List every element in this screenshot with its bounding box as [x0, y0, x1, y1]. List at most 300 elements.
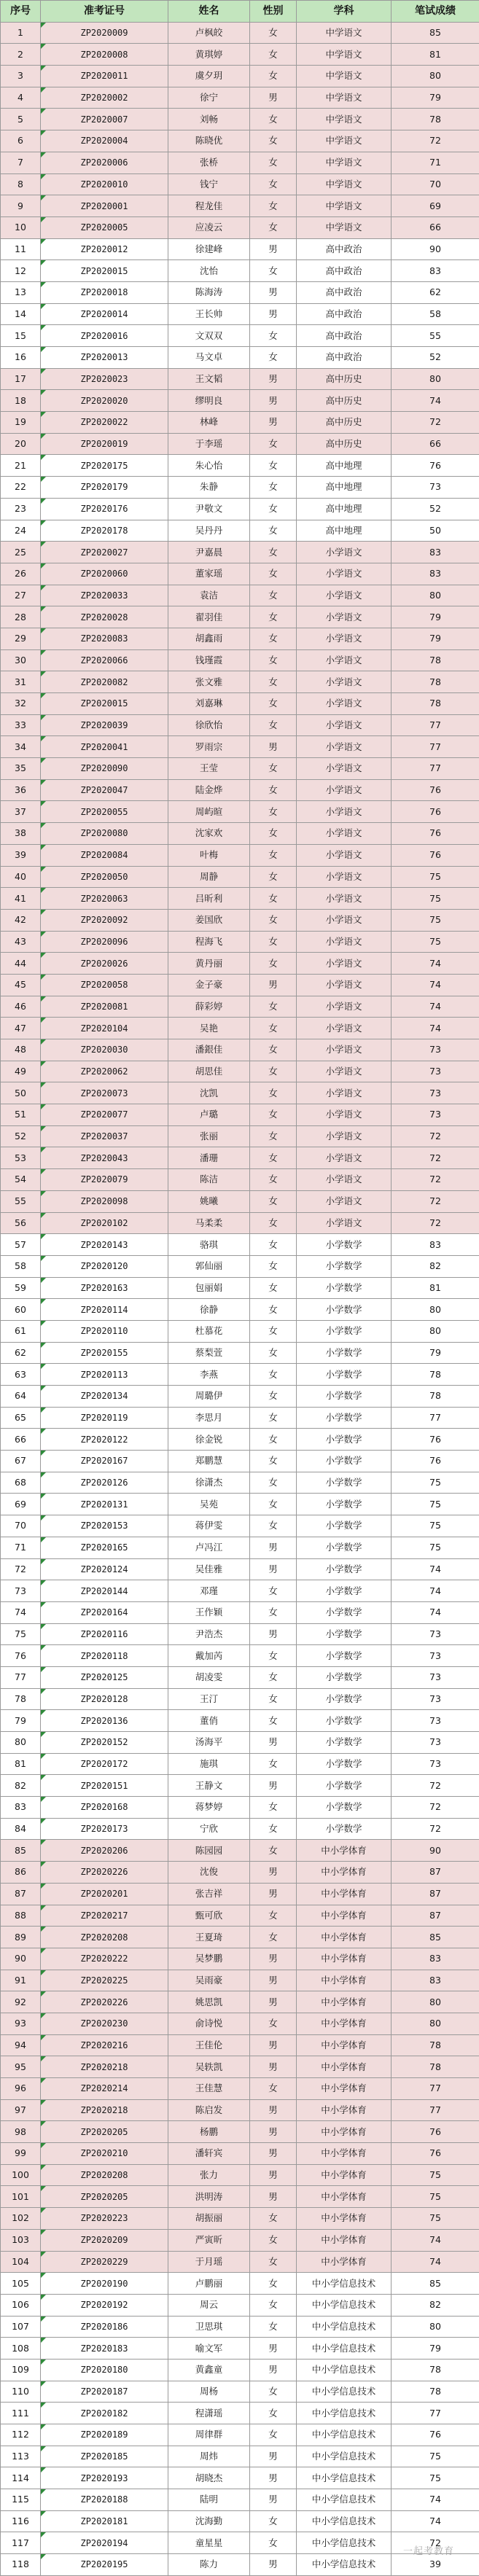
table-row	[1, 1386, 479, 1408]
cell-subject: 高中政治	[297, 303, 392, 325]
cell-exam-id: ZP2020083	[41, 628, 168, 649]
cell-exam-id: ZP2020125	[41, 1666, 168, 1688]
cell-score: 78	[392, 693, 479, 715]
cell-index: 11	[1, 238, 41, 260]
table-row	[1, 1623, 479, 1645]
cell-name: 王汀	[168, 1688, 250, 1710]
cell-name: 陈启发	[168, 2099, 250, 2121]
cell-name: 程潇瑶	[168, 2403, 250, 2424]
cell-exam-id: ZP2020062	[41, 1061, 168, 1082]
table-row	[1, 216, 479, 238]
cell-index: 45	[1, 974, 41, 996]
table-body	[1, 22, 479, 2575]
cell-index: 87	[1, 1883, 41, 1905]
cell-subject: 中小学体育	[297, 2229, 392, 2251]
cell-subject: 中学语文	[297, 195, 392, 217]
cell-gender: 女	[250, 909, 297, 931]
header-exam-id: 准考证号	[41, 1, 168, 23]
cell-exam-id: ZP2020027	[41, 542, 168, 563]
cell-name: 卢鹏丽	[168, 2273, 250, 2295]
table-row	[1, 1645, 479, 1667]
table-row	[1, 1580, 479, 1602]
table-row	[1, 606, 479, 628]
table-row	[1, 433, 479, 455]
table-row	[1, 779, 479, 801]
cell-subject: 小学数学	[297, 1688, 392, 1710]
cell-subject: 小学数学	[297, 1710, 392, 1732]
cell-score: 75	[392, 2208, 479, 2230]
cell-gender: 男	[250, 1991, 297, 2013]
cell-gender: 女	[250, 628, 297, 649]
cell-index: 31	[1, 671, 41, 693]
cell-subject: 小学语文	[297, 693, 392, 715]
cell-index: 19	[1, 412, 41, 434]
table-row	[1, 1255, 479, 1277]
cell-score: 73	[392, 1753, 479, 1775]
cell-score: 90	[392, 1840, 479, 1862]
cell-exam-id: ZP2020114	[41, 1299, 168, 1321]
cell-gender: 男	[250, 1623, 297, 1645]
cell-gender: 男	[250, 412, 297, 434]
cell-gender: 女	[250, 2532, 297, 2554]
cell-subject: 小学语文	[297, 542, 392, 563]
cell-subject: 小学语文	[297, 931, 392, 953]
cell-gender: 女	[250, 1645, 297, 1667]
cell-score: 74	[392, 1558, 479, 1580]
table-row	[1, 1320, 479, 1342]
cell-name: 甄可欣	[168, 1905, 250, 1927]
cell-index: 102	[1, 2208, 41, 2230]
cell-subject: 小学数学	[297, 1320, 392, 1342]
cell-score: 85	[392, 1927, 479, 1948]
table-row	[1, 1883, 479, 1905]
cell-index: 10	[1, 216, 41, 238]
cell-gender: 女	[250, 2229, 297, 2251]
cell-name: 徐宁	[168, 87, 250, 109]
cell-gender: 男	[250, 1558, 297, 1580]
cell-subject: 小学数学	[297, 1429, 392, 1451]
table-row	[1, 1234, 479, 1256]
cell-name: 郭仙丽	[168, 1255, 250, 1277]
cell-name: 王夏琦	[168, 1927, 250, 1948]
cell-index: 29	[1, 628, 41, 649]
cell-exam-id: ZP2020066	[41, 649, 168, 671]
cell-name: 周杨	[168, 2381, 250, 2403]
cell-score: 75	[392, 888, 479, 910]
cell-subject: 小学语文	[297, 1061, 392, 1082]
cell-gender: 女	[250, 1234, 297, 1256]
cell-subject: 中小学体育	[297, 1948, 392, 1970]
cell-index: 38	[1, 823, 41, 845]
table-row	[1, 736, 479, 758]
cell-score: 71	[392, 152, 479, 173]
cell-subject: 中小学体育	[297, 2208, 392, 2230]
table-row	[1, 844, 479, 866]
cell-index: 57	[1, 1234, 41, 1256]
cell-exam-id: ZP2020128	[41, 1688, 168, 1710]
table-row	[1, 1061, 479, 1082]
cell-gender: 女	[250, 498, 297, 520]
cell-index: 110	[1, 2381, 41, 2403]
table-row	[1, 2273, 479, 2295]
cell-name: 潘銀佳	[168, 1039, 250, 1061]
cell-gender: 女	[250, 844, 297, 866]
cell-gender: 女	[250, 888, 297, 910]
cell-subject: 中小学体育	[297, 2099, 392, 2121]
cell-score: 87	[392, 1862, 479, 1884]
table-row	[1, 2403, 479, 2424]
cell-exam-id: ZP2020039	[41, 714, 168, 736]
cell-name: 周璐伊	[168, 1386, 250, 1408]
cell-subject: 小学语文	[297, 714, 392, 736]
cell-index: 60	[1, 1299, 41, 1321]
cell-index: 107	[1, 2316, 41, 2338]
cell-score: 39	[392, 2554, 479, 2576]
cell-name: 程海飞	[168, 931, 250, 953]
cell-gender: 女	[250, 671, 297, 693]
table-row	[1, 412, 479, 434]
cell-name: 董家瑶	[168, 563, 250, 585]
cell-subject: 小学数学	[297, 1623, 392, 1645]
cell-subject: 小学语文	[297, 563, 392, 585]
table-row	[1, 1082, 479, 1104]
cell-score: 76	[392, 1451, 479, 1472]
cell-gender: 男	[250, 238, 297, 260]
table-row	[1, 974, 479, 996]
cell-index: 14	[1, 303, 41, 325]
cell-score: 72	[392, 412, 479, 434]
cell-score: 80	[392, 1299, 479, 1321]
cell-subject: 中学语文	[297, 216, 392, 238]
cell-exam-id: ZP2020208	[41, 2164, 168, 2186]
cell-exam-id: ZP2020113	[41, 1364, 168, 1386]
cell-gender: 女	[250, 1407, 297, 1429]
cell-name: 徐静	[168, 1299, 250, 1321]
cell-index: 80	[1, 1732, 41, 1754]
cell-subject: 中小学信息技术	[297, 2403, 392, 2424]
table-row	[1, 909, 479, 931]
table-row	[1, 2208, 479, 2230]
table-row	[1, 1818, 479, 1840]
cell-subject: 中小学体育	[297, 1862, 392, 1884]
cell-exam-id: ZP2020183	[41, 2338, 168, 2360]
table-row	[1, 130, 479, 152]
header-index: 序号	[1, 1, 41, 23]
cell-index: 82	[1, 1775, 41, 1797]
cell-exam-id: ZP2020178	[41, 520, 168, 542]
table-row	[1, 1558, 479, 1580]
cell-score: 72	[392, 1190, 479, 1212]
cell-exam-id: ZP2020176	[41, 498, 168, 520]
cell-score: 75	[392, 2467, 479, 2489]
cell-gender: 女	[250, 347, 297, 369]
cell-exam-id: ZP2020055	[41, 801, 168, 823]
table-row	[1, 1125, 479, 1147]
cell-subject: 小学语文	[297, 649, 392, 671]
cell-subject: 中小学信息技术	[297, 2381, 392, 2403]
cell-name: 骆琪	[168, 1234, 250, 1256]
cell-exam-id: ZP2020194	[41, 2532, 168, 2554]
cell-index: 75	[1, 1623, 41, 1645]
cell-gender: 男	[250, 2099, 297, 2121]
cell-exam-id: ZP2020015	[41, 260, 168, 282]
cell-subject: 中学语文	[297, 22, 392, 44]
cell-name: 童星星	[168, 2532, 250, 2554]
table-row	[1, 173, 479, 195]
table-row	[1, 542, 479, 563]
cell-subject: 小学数学	[297, 1558, 392, 1580]
cell-exam-id: ZP2020189	[41, 2424, 168, 2446]
cell-index: 59	[1, 1277, 41, 1299]
cell-index: 46	[1, 996, 41, 1018]
table-row	[1, 1688, 479, 1710]
cell-name: 应凌云	[168, 216, 250, 238]
cell-gender: 女	[250, 1386, 297, 1408]
cell-subject: 小学语文	[297, 779, 392, 801]
cell-exam-id: ZP2020011	[41, 66, 168, 87]
cell-score: 82	[392, 2294, 479, 2316]
cell-score: 72	[392, 1775, 479, 1797]
cell-index: 70	[1, 1515, 41, 1537]
cell-gender: 男	[250, 2143, 297, 2165]
cell-index: 58	[1, 1255, 41, 1277]
cell-subject: 小学语文	[297, 1104, 392, 1126]
cell-exam-id: ZP2020079	[41, 1169, 168, 1191]
cell-index: 93	[1, 2013, 41, 2034]
cell-subject: 小学数学	[297, 1407, 392, 1429]
cell-gender: 女	[250, 1255, 297, 1277]
cell-exam-id: ZP2020019	[41, 433, 168, 455]
table-row	[1, 368, 479, 390]
cell-name: 卫思琪	[168, 2316, 250, 2338]
cell-exam-id: ZP2020104	[41, 1018, 168, 1039]
cell-score: 76	[392, 801, 479, 823]
table-row	[1, 1537, 479, 1558]
cell-score: 74	[392, 974, 479, 996]
cell-subject: 高中地理	[297, 520, 392, 542]
cell-score: 77	[392, 2403, 479, 2424]
cell-score: 76	[392, 2424, 479, 2446]
cell-gender: 男	[250, 87, 297, 109]
cell-exam-id: ZP2020214	[41, 2078, 168, 2100]
cell-gender: 男	[250, 1883, 297, 1905]
cell-subject: 小学语文	[297, 1190, 392, 1212]
cell-gender: 女	[250, 477, 297, 499]
cell-name: 文双双	[168, 325, 250, 347]
cell-score: 69	[392, 195, 479, 217]
cell-score: 74	[392, 996, 479, 1018]
cell-index: 27	[1, 585, 41, 606]
cell-index: 4	[1, 87, 41, 109]
table-row	[1, 2316, 479, 2338]
cell-exam-id: ZP2020216	[41, 2034, 168, 2056]
header-name: 姓名	[168, 1, 250, 23]
table-row	[1, 931, 479, 953]
header-gender: 性别	[250, 1, 297, 23]
table-row	[1, 87, 479, 109]
cell-score: 72	[392, 1212, 479, 1234]
cell-exam-id: ZP2020119	[41, 1407, 168, 1429]
cell-name: 朱心怡	[168, 455, 250, 477]
cell-exam-id: ZP2020058	[41, 974, 168, 996]
cell-exam-id: ZP2020082	[41, 671, 168, 693]
cell-score: 78	[392, 2056, 479, 2078]
cell-name: 蒋梦婷	[168, 1797, 250, 1819]
cell-subject: 小学语文	[297, 974, 392, 996]
cell-gender: 女	[250, 173, 297, 195]
cell-score: 75	[392, 2446, 479, 2467]
cell-gender: 女	[250, 325, 297, 347]
cell-index: 18	[1, 390, 41, 412]
cell-index: 66	[1, 1429, 41, 1451]
cell-name: 王长帅	[168, 303, 250, 325]
cell-score: 81	[392, 44, 479, 66]
cell-index: 90	[1, 1948, 41, 1970]
cell-name: 周云	[168, 2294, 250, 2316]
cell-score: 80	[392, 585, 479, 606]
cell-index: 71	[1, 1537, 41, 1558]
cell-subject: 中小学信息技术	[297, 2510, 392, 2532]
cell-index: 37	[1, 801, 41, 823]
cell-index: 64	[1, 1386, 41, 1408]
cell-subject: 中小学信息技术	[297, 2446, 392, 2467]
cell-index: 108	[1, 2338, 41, 2360]
cell-exam-id: ZP2020218	[41, 2099, 168, 2121]
cell-gender: 女	[250, 779, 297, 801]
table-row	[1, 1342, 479, 1364]
cell-exam-id: ZP2020181	[41, 2510, 168, 2532]
cell-name: 王佳慧	[168, 2078, 250, 2100]
table-row	[1, 2186, 479, 2208]
cell-exam-id: ZP2020187	[41, 2381, 168, 2403]
cell-subject: 高中政治	[297, 347, 392, 369]
cell-name: 俞诗悦	[168, 2013, 250, 2034]
cell-name: 姚曦	[168, 1190, 250, 1212]
cell-name: 张文雅	[168, 671, 250, 693]
cell-exam-id: ZP2020172	[41, 1753, 168, 1775]
cell-score: 78	[392, 671, 479, 693]
cell-subject: 高中政治	[297, 325, 392, 347]
cell-exam-id: ZP2020098	[41, 1190, 168, 1212]
cell-score: 79	[392, 87, 479, 109]
cell-exam-id: ZP2020006	[41, 152, 168, 173]
cell-subject: 中学语文	[297, 130, 392, 152]
cell-exam-id: ZP2020102	[41, 1212, 168, 1234]
cell-subject: 中学语文	[297, 109, 392, 130]
cell-gender: 女	[250, 2251, 297, 2273]
cell-subject: 中小学信息技术	[297, 2489, 392, 2511]
cell-score: 79	[392, 606, 479, 628]
cell-name: 周炜	[168, 2446, 250, 2467]
cell-subject: 小学数学	[297, 1386, 392, 1408]
cell-gender: 女	[250, 693, 297, 715]
table-row	[1, 390, 479, 412]
cell-score: 74	[392, 2489, 479, 2511]
cell-subject: 中学语文	[297, 152, 392, 173]
cell-name: 张吉祥	[168, 1883, 250, 1905]
cell-gender: 女	[250, 1797, 297, 1819]
cell-gender: 女	[250, 1190, 297, 1212]
cell-subject: 小学数学	[297, 1775, 392, 1797]
cell-exam-id: ZP2020050	[41, 866, 168, 888]
cell-subject: 小学数学	[297, 1753, 392, 1775]
table-row	[1, 823, 479, 845]
cell-score: 74	[392, 1601, 479, 1623]
table-row	[1, 1753, 479, 1775]
cell-name: 沈海勤	[168, 2510, 250, 2532]
cell-name: 郑鹏慧	[168, 1451, 250, 1472]
table-row	[1, 1991, 479, 2013]
header-score: 笔试成绩	[392, 1, 479, 23]
cell-subject: 小学数学	[297, 1472, 392, 1494]
cell-score: 80	[392, 1320, 479, 1342]
cell-gender: 女	[250, 953, 297, 975]
cell-index: 69	[1, 1494, 41, 1515]
cell-gender: 女	[250, 1472, 297, 1494]
cell-gender: 男	[250, 303, 297, 325]
table-row	[1, 693, 479, 715]
cell-subject: 小学数学	[297, 1818, 392, 1840]
cell-score: 74	[392, 953, 479, 975]
cell-index: 26	[1, 563, 41, 585]
cell-index: 63	[1, 1364, 41, 1386]
cell-name: 陈园园	[168, 1840, 250, 1862]
cell-subject: 中小学体育	[297, 1970, 392, 1991]
table-row	[1, 1104, 479, 1126]
table-row	[1, 1905, 479, 1927]
cell-score: 80	[392, 66, 479, 87]
cell-score: 72	[392, 1125, 479, 1147]
cell-exam-id: ZP2020043	[41, 1147, 168, 1169]
cell-subject: 小学语文	[297, 1039, 392, 1061]
cell-gender: 女	[250, 1082, 297, 1104]
cell-gender: 女	[250, 931, 297, 953]
cell-exam-id: ZP2020126	[41, 1472, 168, 1494]
cell-index: 104	[1, 2251, 41, 2273]
cell-gender: 女	[250, 714, 297, 736]
cell-score: 73	[392, 1104, 479, 1126]
cell-index: 1	[1, 22, 41, 44]
cell-gender: 女	[250, 1342, 297, 1364]
cell-score: 80	[392, 368, 479, 390]
cell-exam-id: ZP2020023	[41, 368, 168, 390]
table-row	[1, 1862, 479, 1884]
cell-name: 卢冯江	[168, 1537, 250, 1558]
cell-subject: 小学语文	[297, 801, 392, 823]
cell-exam-id: ZP2020225	[41, 1970, 168, 1991]
cell-gender: 女	[250, 1515, 297, 1537]
cell-name: 黄鑫童	[168, 2359, 250, 2381]
cell-score: 73	[392, 1061, 479, 1082]
table-row	[1, 2359, 479, 2381]
cell-exam-id: ZP2020210	[41, 2143, 168, 2165]
cell-name: 胡凌雯	[168, 1666, 250, 1688]
cell-name: 王莹	[168, 758, 250, 780]
table-row	[1, 152, 479, 173]
table-row	[1, 1299, 479, 1321]
cell-exam-id: ZP2020008	[41, 44, 168, 66]
cell-exam-id: ZP2020185	[41, 2446, 168, 2467]
cell-score: 83	[392, 563, 479, 585]
cell-name: 吴梦鹏	[168, 1948, 250, 1970]
cell-name: 董俏	[168, 1710, 250, 1732]
table-row	[1, 1364, 479, 1386]
cell-gender: 女	[250, 66, 297, 87]
table-row	[1, 1451, 479, 1472]
cell-gender: 女	[250, 2381, 297, 2403]
cell-name: 陈晓优	[168, 130, 250, 152]
header-row	[1, 1, 479, 23]
